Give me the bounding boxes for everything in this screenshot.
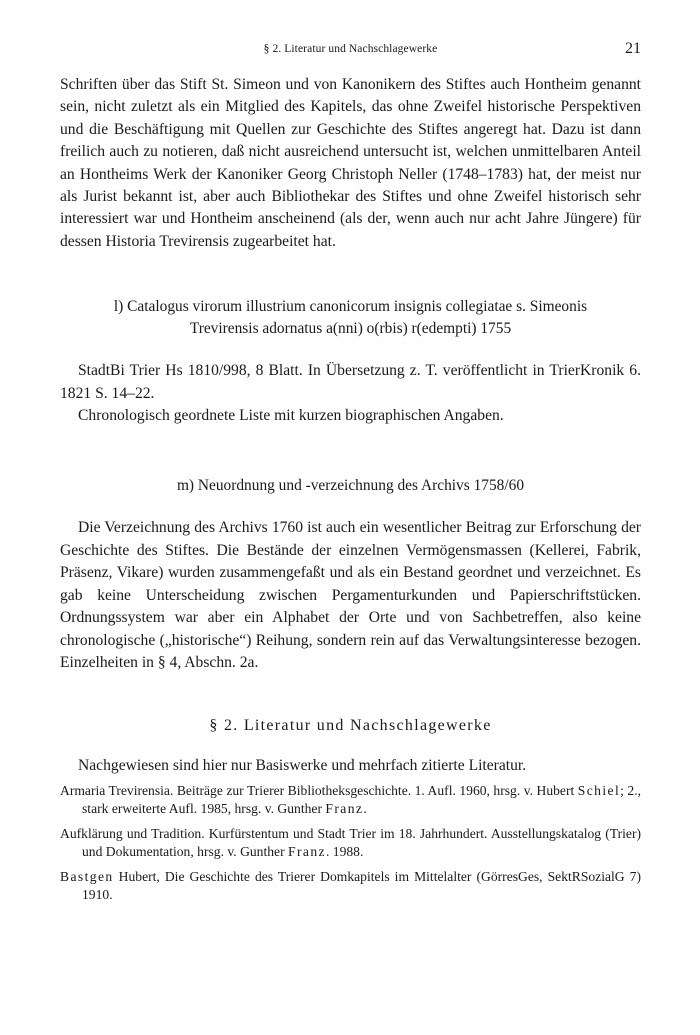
section-m-heading: m) Neuordnung und -verzeichnung des Archivs 1758/60 — [176, 477, 525, 495]
entry-text: . 1988. — [325, 844, 364, 860]
entry-text: ; 2., stark erweiterte Aufl. 1985, hrsg. v. Gunther — [82, 782, 641, 817]
bibliography-list — [60, 782, 641, 905]
page-header — [60, 40, 641, 70]
editor-name: Franz — [325, 801, 364, 817]
section-2-intro: Nachgewiesen sind hier nur Basiswerke und mehrfach zitierte Literatur. — [78, 757, 527, 775]
bibliography-entry — [60, 782, 641, 819]
bibliography-entry — [60, 868, 641, 905]
section-l-source: StadtBi Trier Hs 1810/998, 8 Blatt. In Übersetzung z. T. veröffentlicht in TrierKronik 6. 1821 S. 14–22. — [60, 362, 641, 402]
running-head: § 2. Literatur und Nachschlagewerke — [263, 43, 438, 55]
author-name: Bastgen — [60, 868, 114, 884]
entry-text: Aufklärung und Tradition. Kurfürstentum und Stadt Trier im 18. Jahrhundert. Ausstellungskatalog (Trier) und Dokumentation, hrsg. v. Gunther — [60, 825, 641, 860]
entry-text: Hubert, Die Geschichte des Trierer Domkapitels im Mittelalter (GörresGes, SektRSozialG 7) 1910. — [82, 868, 641, 903]
section-m-body: Die Verzeichnung des Archivs 1760 ist auch ein wesentlicher Beitrag zur Erforschung der Geschichte des Stiftes. Die Bestände der einzelnen Vermögensmassen (Kellerei, Fabrik, Präsenz, Vikare) wurden zusammengefaßt und als ein Bestand geordnet und verzeichnet. Es gab keine Unterscheidung zwischen Pergamenturkunden und Papierschriftstücken. Ordnungssystem war aber ein Alphabet der Orte und von Sachbetreffen, also keine chronologische („historische“) Reihung, sondern rein auf das Verwaltungsinteresse bezogen. Einzelheiten in § 4, Abschn. 2a. — [60, 519, 641, 671]
section-l-heading-line1: l) Catalogus virorum illustrium canonicorum insignis collegiatae s. Simeonis — [113, 298, 588, 316]
entry-text: . — [363, 801, 367, 817]
section-l-heading — [60, 296, 641, 340]
editor-name: Schiel — [577, 782, 621, 798]
page-number: 21 — [625, 40, 641, 57]
section-l-note: Chronologisch geordnete Liste mit kurzen biographischen Angaben. — [78, 407, 504, 425]
document-page — [60, 40, 641, 911]
intro-paragraph: Schriften über das Stift St. Simeon und von Kanonikern des Stiftes auch Hontheim genannt sein, nicht zuletzt als ein Mitglied des Kapitels, das ohne Zweifel historische Perspektiven und die Beschäftigung mit Quellen zur Geschichte des Stiftes angeregt hat. Dazu ist dann freilich auch zu notieren, daß nicht ausreichend untersucht ist, welchen unmittelbaren Anteil an Hontheims Werk der Kanoniker Georg Christoph Neller (1748–1783) hat, der meist nur als Jurist bekannt ist, aber auch Bibliothekar des Stiftes und ohne Zweifel historisch sehr interessiert war und Hontheim anscheinend (als der, wenn auch nur acht Jahre Jüngere) für dessen Historia Trevirensis zugearbeitet hat. — [60, 76, 641, 250]
section-l-heading-line2: Trevirensis adornatus a(nni) o(rbis) r(edempti) 1755 — [189, 320, 512, 338]
entry-text: Armaria Trevirensia. Beiträge zur Trierer Bibliotheksgeschichte. 1. Aufl. 1960, hrsg. v. Hubert — [60, 782, 578, 798]
bibliography-entry — [60, 825, 641, 862]
editor-name: Franz — [288, 844, 326, 860]
section-2-heading: § 2. Literatur und Nachschlagewerke — [209, 717, 492, 735]
